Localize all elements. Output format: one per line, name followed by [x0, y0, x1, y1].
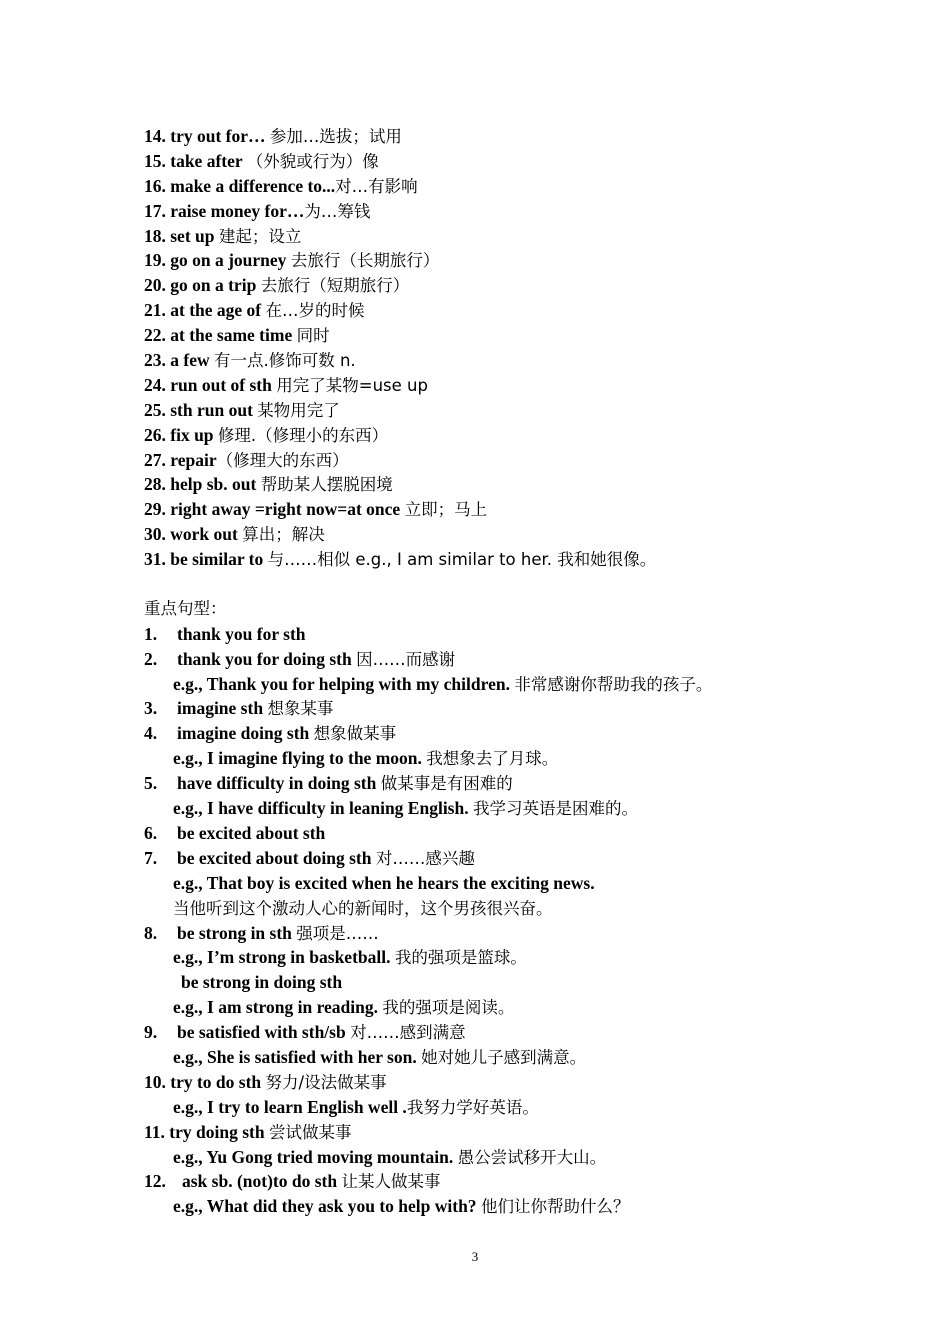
pattern-4: 4. imagine doing sth 想象做某事	[144, 723, 397, 744]
pattern-8-example: e.g., I’m strong in basketball. 我的强项是篮球。	[173, 947, 527, 968]
spacer	[144, 572, 904, 597]
phrase-30: 30. work out 算出；解决	[144, 524, 325, 545]
pattern-3: 3. imagine sth 想象某事	[144, 698, 334, 719]
phrase-16: 16. make a difference to...对…有影响	[144, 175, 418, 196]
phrase-15: 15. take after （外貌或行为）像	[144, 150, 379, 171]
pattern-8-variant: be strong in doing sth	[181, 972, 343, 993]
pattern-7-example-translation: 当他听到这个激动人心的新闻时，这个男孩很兴奋。	[173, 898, 553, 918]
pattern-10: 10. try to do sth 努力/设法做某事	[144, 1071, 387, 1092]
pattern-11: 11. try doing sth 尝试做某事	[144, 1121, 352, 1142]
phrase-26: 26. fix up 修理.（修理小的东西）	[144, 424, 389, 445]
phrase-20: 20. go on a trip 去旅行（短期旅行）	[144, 275, 410, 296]
phrase-25: 25. sth run out 某物用完了	[144, 399, 340, 420]
pattern-8: 8. be strong in sth 强项是……	[144, 922, 379, 943]
phrase-24: 24. run out of sth 用完了某物=use up	[144, 374, 428, 395]
pattern-10-example: e.g., I try to learn English well .我努力学好英语。	[173, 1096, 539, 1117]
phrase-14: 14. try out for… 参加…选拔；试用	[144, 126, 402, 146]
phrase-17: 17. raise money for…为…筹钱	[144, 200, 371, 221]
pattern-1: 1. thank you for sth	[144, 623, 306, 644]
page-number: 3	[471, 1249, 479, 1264]
section-heading: 重点句型：	[144, 598, 227, 618]
phrase-27: 27. repair（修理大的东西）	[144, 449, 349, 470]
phrase-31: 31. be similar to 与……相似 e.g., I am similar to her. 我和她很像。	[144, 549, 657, 570]
document-body	[144, 124, 904, 1219]
pattern-12-example: e.g., What did they ask you to help with? 他们让你帮助什么？	[173, 1196, 630, 1217]
phrase-29: 29. right away =right now=at once 立即；马上	[144, 499, 488, 520]
pattern-9-example: e.g., She is satisfied with her son. 她对她儿子感到满意。	[173, 1046, 587, 1067]
phrase-22: 22. at the same time 同时	[144, 325, 330, 346]
pattern-5-example: e.g., I have difficulty in leaning English. 我学习英语是困难的。	[173, 798, 638, 819]
phrase-18: 18. set up 建起；设立	[144, 225, 302, 246]
phrase-19: 19. go on a journey 去旅行（长期旅行）	[144, 250, 440, 271]
pattern-4-example: e.g., I imagine flying to the moon. 我想象去了月球。	[173, 748, 559, 769]
pattern-6: 6. be excited about sth	[144, 822, 326, 843]
pattern-9: 9. be satisfied with sth/sb 对……感到满意	[144, 1022, 466, 1043]
phrase-28: 28. help sb. out 帮助某人摆脱困境	[144, 474, 393, 495]
phrase-21: 21. at the age of 在…岁的时候	[144, 300, 365, 321]
pattern-11-example: e.g., Yu Gong tried moving mountain. 愚公尝试移开大山。	[173, 1146, 607, 1167]
pattern-5: 5. have difficulty in doing sth 做某事是有困难的	[144, 773, 513, 794]
pattern-2: 2. thank you for doing sth 因……而感谢	[144, 648, 456, 669]
phrase-23: 23. a few 有一点.修饰可数 n.	[144, 350, 356, 371]
pattern-7-example: e.g., That boy is excited when he hears the exciting news.	[173, 872, 595, 893]
pattern-7: 7. be excited about doing sth 对……感兴趣	[144, 847, 475, 868]
pattern-2-example: e.g., Thank you for helping with my children. 非常感谢你帮助我的孩子。	[173, 673, 713, 694]
pattern-12: 12. ask sb. (not)to do sth 让某人做某事	[144, 1171, 441, 1192]
pattern-8-variant-example: e.g., I am strong in reading. 我的强项是阅读。	[173, 997, 515, 1018]
